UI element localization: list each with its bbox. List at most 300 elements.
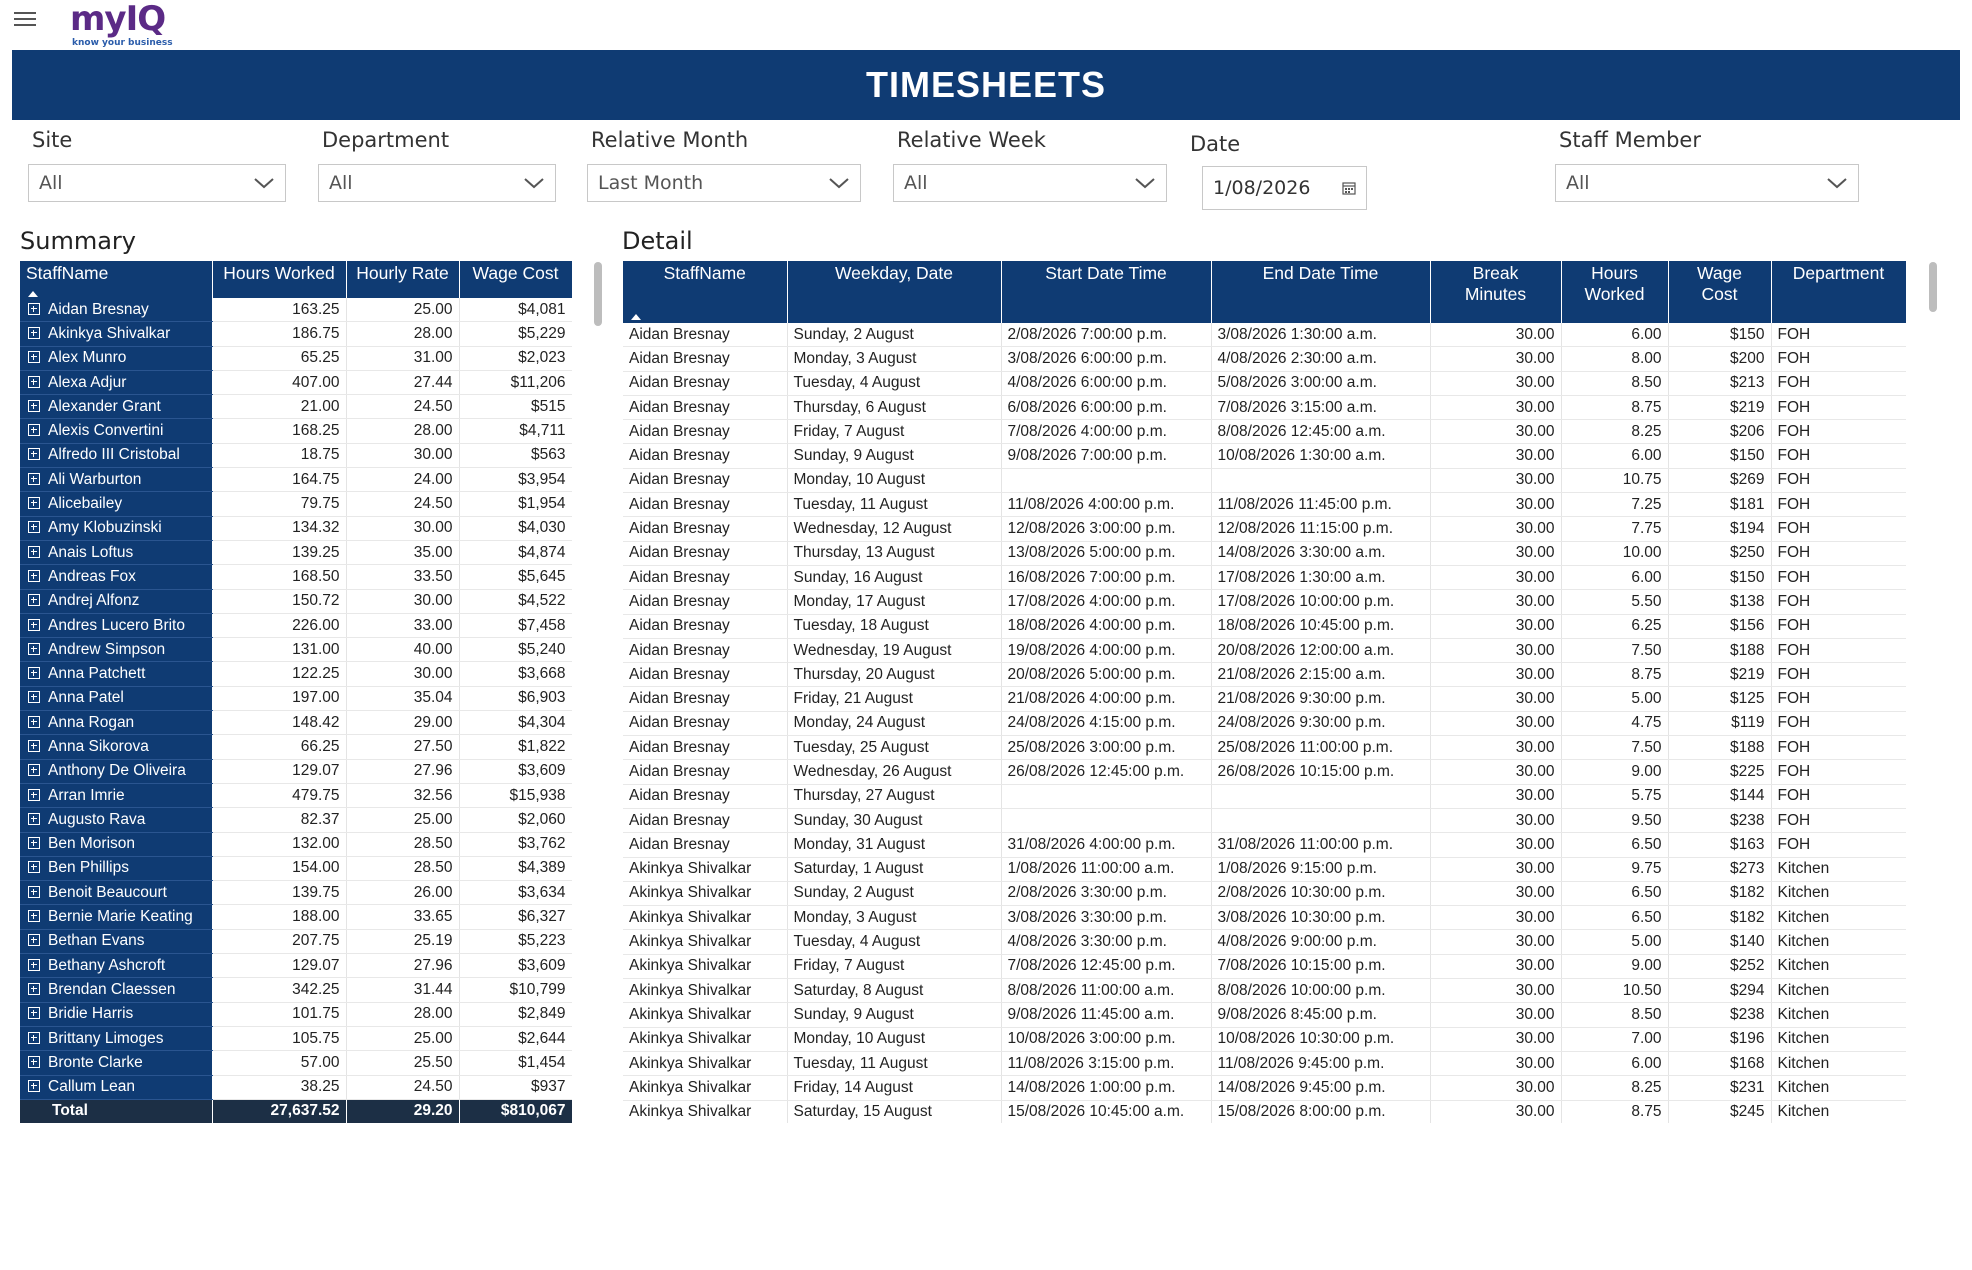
summary-table-row[interactable] [20,298,572,322]
detail-col-staffname-label: StaffName [663,263,746,283]
summary-staffname-text: Alexis Convertini [48,422,164,440]
detail-table-row[interactable] [623,323,1906,347]
detail-table-row[interactable] [623,1051,1906,1075]
summary-cell-rate: 24.50 [346,492,459,516]
detail-table-row[interactable] [623,906,1906,930]
detail-table-row[interactable] [623,930,1906,954]
detail-col-weekday[interactable]: Weekday, Date [787,261,1001,323]
detail-cell-department: FOH [1771,468,1906,492]
detail-cell-staffname: Akinkya Shivalkar [623,1051,787,1075]
summary-table-row[interactable] [20,783,572,807]
detail-table-row[interactable] [623,444,1906,468]
expand-plus-icon[interactable] [28,619,40,631]
expand-plus-icon[interactable] [28,643,40,655]
detail-table-row[interactable] [623,687,1906,711]
detail-cell-end: 26/08/2026 10:15:00 p.m. [1211,760,1430,784]
summary-cell-hours: 122.25 [212,662,346,686]
detail-cell-end: 3/08/2026 10:30:00 p.m. [1211,906,1430,930]
expand-plus-icon[interactable] [28,400,40,412]
summary-col-staffname-label: StaffName [26,263,109,283]
summary-cell-staffname [20,686,212,710]
detail-cell-staffname: Akinkya Shivalkar [623,930,787,954]
detail-cell-break: 30.00 [1430,541,1561,565]
expand-plus-icon[interactable] [28,886,40,898]
summary-title: Summary [20,227,136,255]
detail-cell-wage: $213 [1668,371,1771,395]
summary-cell-staffname [20,1075,212,1099]
detail-table-row[interactable] [623,541,1906,565]
detail-col-wage[interactable]: Wage Cost [1668,261,1771,323]
detail-cell-weekday: Friday, 7 August [787,954,1001,978]
summary-table-row[interactable] [20,905,572,929]
summary-cell-hours: 168.25 [212,419,346,443]
summary-staffname-text: Andrew Simpson [48,640,166,658]
summary-staffname-text: Akinkya Shivalkar [48,324,171,342]
summary-table-row[interactable] [20,613,572,637]
summary-staffname-text: Anna Patchett [48,665,146,683]
summary-cell-rate: 33.50 [346,565,459,589]
summary-total-row [20,1099,572,1123]
detail-cell-start: 3/08/2026 3:30:00 p.m. [1001,906,1211,930]
summary-table-row[interactable] [20,468,572,492]
summary-cell-wage: $2,060 [459,808,572,832]
detail-table-row[interactable] [623,1076,1906,1100]
summary-col-wage[interactable]: Wage Cost [459,261,572,298]
detail-col-end[interactable]: End Date Time [1211,261,1430,323]
detail-table-row[interactable] [623,420,1906,444]
detail-cell-staffname: Aidan Bresnay [623,614,787,638]
chevron-down-icon [253,176,275,190]
summary-staffname-text: Alex Munro [48,349,127,367]
summary-cell-hours: 139.25 [212,540,346,564]
expand-plus-icon[interactable] [28,351,40,363]
detail-table-row[interactable] [623,954,1906,978]
detail-cell-hours: 9.00 [1561,954,1668,978]
summary-table-row[interactable] [20,443,572,467]
summary-cell-staffname [20,662,212,686]
detail-cell-department: FOH [1771,736,1906,760]
summary-table-row[interactable] [20,881,572,905]
detail-cell-hours: 5.50 [1561,590,1668,614]
detail-cell-staffname: Akinkya Shivalkar [623,954,787,978]
expand-plus-icon[interactable] [28,716,40,728]
date-picker[interactable] [1202,166,1367,210]
detail-cell-hours: 7.00 [1561,1027,1668,1051]
summary-cell-wage: $2,023 [459,346,572,370]
detail-cell-break: 30.00 [1430,323,1561,347]
expand-plus-icon[interactable] [28,327,40,339]
detail-col-break[interactable]: Break Minutes [1430,261,1561,323]
detail-cell-break: 30.00 [1430,371,1561,395]
summary-table-row[interactable] [20,711,572,735]
site-dropdown[interactable] [28,164,286,202]
detail-cell-end: 14/08/2026 3:30:00 a.m. [1211,541,1430,565]
summary-cell-hours: 197.00 [212,686,346,710]
detail-cell-weekday: Tuesday, 4 August [787,930,1001,954]
detail-table-row[interactable] [623,979,1906,1003]
detail-cell-break: 30.00 [1430,1076,1561,1100]
summary-cell-wage: $3,609 [459,759,572,783]
detail-table-row[interactable] [623,590,1906,614]
summary-table-row[interactable] [20,856,572,880]
detail-table-row[interactable] [623,663,1906,687]
detail-cell-break: 30.00 [1430,565,1561,589]
summary-staffname-text: Benoit Beaucourt [48,883,167,901]
expand-plus-icon[interactable] [28,910,40,922]
summary-table-row[interactable] [20,686,572,710]
summary-table-row[interactable] [20,565,572,589]
sort-ascending-icon [28,291,38,297]
summary-cell-wage: $3,762 [459,832,572,856]
detail-cell-break: 30.00 [1430,687,1561,711]
detail-cell-wage: $200 [1668,347,1771,371]
detail-cell-department: FOH [1771,347,1906,371]
summary-cell-rate: 25.19 [346,929,459,953]
detail-cell-end: 8/08/2026 12:45:00 a.m. [1211,420,1430,444]
detail-table-row[interactable] [623,395,1906,419]
detail-cell-wage: $150 [1668,444,1771,468]
summary-table-row[interactable] [20,395,572,419]
detail-cell-start: 10/08/2026 3:00:00 p.m. [1001,1027,1211,1051]
summary-cell-staffname [20,492,212,516]
detail-cell-break: 30.00 [1430,614,1561,638]
summary-cell-wage: $4,030 [459,516,572,540]
summary-cell-rate: 25.00 [346,298,459,322]
expand-plus-icon[interactable] [28,1080,40,1092]
summary-cell-staffname [20,370,212,394]
summary-cell-staffname [20,856,212,880]
calendar-icon[interactable] [1342,181,1356,195]
detail-cell-wage: $231 [1668,1076,1771,1100]
summary-cell-hours: 131.00 [212,638,346,662]
summary-cell-rate: 40.00 [346,638,459,662]
detail-table-row[interactable] [623,857,1906,881]
detail-cell-hours: 9.75 [1561,857,1668,881]
detail-table-row[interactable] [623,1003,1906,1027]
detail-cell-wage: $238 [1668,1003,1771,1027]
detail-cell-weekday: Friday, 14 August [787,1076,1001,1100]
detail-cell-break: 30.00 [1430,1100,1561,1123]
detail-cell-break: 30.00 [1430,760,1561,784]
summary-cell-staffname [20,346,212,370]
detail-cell-end: 9/08/2026 8:45:00 p.m. [1211,1003,1430,1027]
detail-cell-hours: 6.50 [1561,881,1668,905]
summary-cell-rate: 30.00 [346,516,459,540]
detail-cell-staffname: Akinkya Shivalkar [623,857,787,881]
summary-staffname-text: Anna Sikorova [48,737,149,755]
detail-cell-staffname: Akinkya Shivalkar [623,1003,787,1027]
detail-cell-end: 8/08/2026 10:00:00 p.m. [1211,979,1430,1003]
detail-table-row[interactable] [623,565,1906,589]
expand-plus-icon[interactable] [28,1056,40,1068]
detail-col-department[interactable]: Department [1771,261,1906,323]
detail-cell-wage: $181 [1668,493,1771,517]
detail-cell-wage: $140 [1668,930,1771,954]
summary-table-row[interactable] [20,735,572,759]
summary-table-row[interactable] [20,516,572,540]
staff-member-dropdown[interactable] [1555,164,1859,202]
relative-month-dropdown[interactable] [587,164,861,202]
detail-cell-start: 31/08/2026 4:00:00 p.m. [1001,833,1211,857]
detail-cell-break: 30.00 [1430,736,1561,760]
detail-table-row[interactable] [623,760,1906,784]
detail-cell-break: 30.00 [1430,833,1561,857]
department-dropdown[interactable] [318,164,556,202]
detail-cell-break: 30.00 [1430,468,1561,492]
summary-cell-rate: 28.50 [346,832,459,856]
expand-plus-icon[interactable] [28,497,40,509]
detail-table-row[interactable] [623,517,1906,541]
summary-table-row[interactable] [20,662,572,686]
detail-cell-weekday: Tuesday, 11 August [787,493,1001,517]
detail-cell-staffname: Aidan Bresnay [623,468,787,492]
detail-table-row[interactable] [623,638,1906,662]
summary-table-row[interactable] [20,540,572,564]
expand-plus-icon[interactable] [28,303,40,315]
detail-cell-wage: $150 [1668,323,1771,347]
summary-table-row[interactable] [20,978,572,1002]
staff-member-filter-label: Staff Member [1559,128,1701,152]
expand-plus-icon[interactable] [28,861,40,873]
detail-cell-hours: 8.75 [1561,1100,1668,1123]
summary-table-row[interactable] [20,492,572,516]
detail-cell-department: Kitchen [1771,906,1906,930]
summary-cell-staffname [20,929,212,953]
summary-cell-rate: 25.00 [346,808,459,832]
detail-table-row[interactable] [623,833,1906,857]
detail-cell-department: FOH [1771,493,1906,517]
summary-table-row[interactable] [20,419,572,443]
summary-cell-staffname [20,589,212,613]
detail-scrollbar[interactable] [1929,262,1937,312]
detail-cell-hours: 7.50 [1561,736,1668,760]
relative-month-filter-label: Relative Month [591,128,749,152]
detail-cell-wage: $294 [1668,979,1771,1003]
summary-cell-hours: 101.75 [212,1002,346,1026]
detail-cell-start: 12/08/2026 3:00:00 p.m. [1001,517,1211,541]
detail-cell-staffname: Aidan Bresnay [623,347,787,371]
detail-table-row[interactable] [623,493,1906,517]
detail-cell-wage: $206 [1668,420,1771,444]
expand-plus-icon[interactable] [28,934,40,946]
detail-table-row[interactable] [623,1100,1906,1123]
detail-cell-break: 30.00 [1430,711,1561,735]
expand-plus-icon[interactable] [28,959,40,971]
expand-plus-icon[interactable] [28,983,40,995]
relative-week-dropdown[interactable] [893,164,1167,202]
detail-cell-weekday: Friday, 21 August [787,687,1001,711]
summary-cell-wage: $563 [459,443,572,467]
summary-total-label: Total [20,1099,212,1123]
summary-col-staffname[interactable] [20,261,212,298]
detail-cell-start: 9/08/2026 11:45:00 a.m. [1001,1003,1211,1027]
detail-col-staffname[interactable] [623,261,787,323]
expand-plus-icon[interactable] [28,837,40,849]
summary-cell-wage: $5,229 [459,322,572,346]
detail-cell-end: 12/08/2026 11:15:00 p.m. [1211,517,1430,541]
summary-table-row[interactable] [20,370,572,394]
detail-cell-end: 15/08/2026 8:00:00 p.m. [1211,1100,1430,1123]
summary-col-rate[interactable]: Hourly Rate [346,261,459,298]
detail-cell-department: Kitchen [1771,1100,1906,1123]
hamburger-menu-icon[interactable] [14,8,36,30]
detail-cell-department: FOH [1771,808,1906,832]
detail-cell-start: 25/08/2026 3:00:00 p.m. [1001,736,1211,760]
summary-table-row[interactable] [20,322,572,346]
expand-plus-icon[interactable] [28,1007,40,1019]
detail-cell-department: FOH [1771,760,1906,784]
summary-cell-rate: 30.00 [346,589,459,613]
detail-cell-end: 24/08/2026 9:30:00 p.m. [1211,711,1430,735]
detail-cell-staffname: Aidan Bresnay [623,371,787,395]
summary-cell-wage: $3,609 [459,954,572,978]
summary-staffname-text: Andreas Fox [48,567,136,585]
expand-plus-icon[interactable] [28,424,40,436]
summary-table-row[interactable] [20,759,572,783]
expand-plus-icon[interactable] [28,740,40,752]
detail-cell-department: Kitchen [1771,954,1906,978]
expand-plus-icon[interactable] [28,376,40,388]
detail-cell-staffname: Aidan Bresnay [623,760,787,784]
expand-plus-icon[interactable] [28,546,40,558]
detail-cell-staffname: Akinkya Shivalkar [623,1100,787,1123]
detail-table-row[interactable] [623,468,1906,492]
expand-plus-icon[interactable] [28,789,40,801]
detail-cell-end: 4/08/2026 2:30:00 a.m. [1211,347,1430,371]
summary-total-rate: 29.20 [346,1099,459,1123]
summary-table-row[interactable] [20,929,572,953]
detail-cell-break: 30.00 [1430,881,1561,905]
detail-cell-wage: $125 [1668,687,1771,711]
detail-table-row[interactable] [623,1027,1906,1051]
summary-cell-staffname [20,759,212,783]
detail-cell-hours: 8.75 [1561,395,1668,419]
summary-table-row[interactable] [20,832,572,856]
summary-staffname-text: Bethany Ashcroft [48,956,166,974]
summary-cell-rate: 33.65 [346,905,459,929]
expand-plus-icon[interactable] [28,764,40,776]
detail-cell-break: 30.00 [1430,784,1561,808]
detail-cell-staffname: Aidan Bresnay [623,590,787,614]
expand-plus-icon[interactable] [28,570,40,582]
summary-cell-rate: 24.50 [346,1075,459,1099]
detail-cell-break: 30.00 [1430,930,1561,954]
detail-cell-wage: $245 [1668,1100,1771,1123]
detail-table-row[interactable] [623,371,1906,395]
page-title: TIMESHEETS [865,64,1107,105]
summary-col-hours[interactable]: Hours Worked [212,261,346,298]
detail-cell-break: 30.00 [1430,590,1561,614]
detail-table [623,261,1906,1123]
detail-cell-end [1211,808,1430,832]
detail-cell-staffname: Aidan Bresnay [623,784,787,808]
summary-cell-wage: $4,711 [459,419,572,443]
summary-staffname-text: Andrej Alfonz [48,592,140,610]
expand-plus-icon[interactable] [28,1032,40,1044]
summary-cell-wage: $5,223 [459,929,572,953]
summary-table-row[interactable] [20,1026,572,1050]
summary-cell-rate: 28.00 [346,322,459,346]
detail-table-row[interactable] [623,614,1906,638]
detail-cell-wage: $150 [1668,565,1771,589]
detail-cell-end: 7/08/2026 10:15:00 p.m. [1211,954,1430,978]
summary-table-row[interactable] [20,346,572,370]
summary-staffname-text: Brittany Limoges [48,1029,164,1047]
detail-cell-hours: 6.00 [1561,565,1668,589]
summary-table-row[interactable] [20,1075,572,1099]
detail-cell-break: 30.00 [1430,857,1561,881]
detail-cell-weekday: Monday, 3 August [787,347,1001,371]
detail-cell-weekday: Thursday, 27 August [787,784,1001,808]
summary-scrollbar[interactable] [594,262,602,326]
detail-table-row[interactable] [623,347,1906,371]
detail-table-row[interactable] [623,808,1906,832]
detail-cell-end: 11/08/2026 11:45:00 p.m. [1211,493,1430,517]
detail-col-hours[interactable]: Hours Worked [1561,261,1668,323]
detail-cell-hours: 9.00 [1561,760,1668,784]
detail-cell-staffname: Aidan Bresnay [623,517,787,541]
summary-table-row[interactable] [20,638,572,662]
summary-staffname-text: Augusto Rava [48,810,146,828]
date-filter-label: Date [1190,132,1241,156]
expand-plus-icon[interactable] [28,448,40,460]
summary-cell-wage: $1,954 [459,492,572,516]
date-picker-value: 1/08/2026 [1213,177,1311,199]
detail-cell-start: 13/08/2026 5:00:00 p.m. [1001,541,1211,565]
detail-table-row[interactable] [623,784,1906,808]
summary-table-row[interactable] [20,589,572,613]
detail-cell-start: 6/08/2026 6:00:00 p.m. [1001,395,1211,419]
summary-cell-hours: 163.25 [212,298,346,322]
expand-plus-icon[interactable] [28,691,40,703]
detail-cell-end: 21/08/2026 9:30:00 p.m. [1211,687,1430,711]
summary-table-row[interactable] [20,954,572,978]
summary-cell-staffname [20,540,212,564]
summary-cell-hours: 407.00 [212,370,346,394]
summary-table-row[interactable] [20,1002,572,1026]
detail-cell-break: 30.00 [1430,444,1561,468]
summary-staffname-text: Ben Morison [48,835,136,853]
detail-cell-weekday: Monday, 3 August [787,906,1001,930]
expand-plus-icon[interactable] [28,813,40,825]
detail-cell-hours: 7.25 [1561,493,1668,517]
detail-table-row[interactable] [623,736,1906,760]
expand-plus-icon[interactable] [28,594,40,606]
expand-plus-icon[interactable] [28,521,40,533]
detail-cell-end: 7/08/2026 3:15:00 a.m. [1211,395,1430,419]
expand-plus-icon[interactable] [28,473,40,485]
relative-month-dropdown-value: Last Month [598,172,704,194]
chevron-down-icon [1826,176,1848,190]
summary-cell-staffname [20,322,212,346]
summary-table-row[interactable] [20,1051,572,1075]
detail-cell-weekday: Monday, 31 August [787,833,1001,857]
title-banner [12,50,1960,120]
detail-cell-start: 24/08/2026 4:15:00 p.m. [1001,711,1211,735]
detail-table-row[interactable] [623,881,1906,905]
detail-cell-start [1001,784,1211,808]
expand-plus-icon[interactable] [28,667,40,679]
summary-staffname-text: Aidan Bresnay [48,300,149,318]
detail-col-start[interactable]: Start Date Time [1001,261,1211,323]
detail-table-row[interactable] [623,711,1906,735]
detail-cell-start: 2/08/2026 7:00:00 p.m. [1001,323,1211,347]
detail-cell-weekday: Monday, 10 August [787,1027,1001,1051]
detail-cell-weekday: Sunday, 2 August [787,881,1001,905]
summary-table-row[interactable] [20,808,572,832]
summary-cell-hours: 66.25 [212,735,346,759]
detail-cell-wage: $219 [1668,663,1771,687]
